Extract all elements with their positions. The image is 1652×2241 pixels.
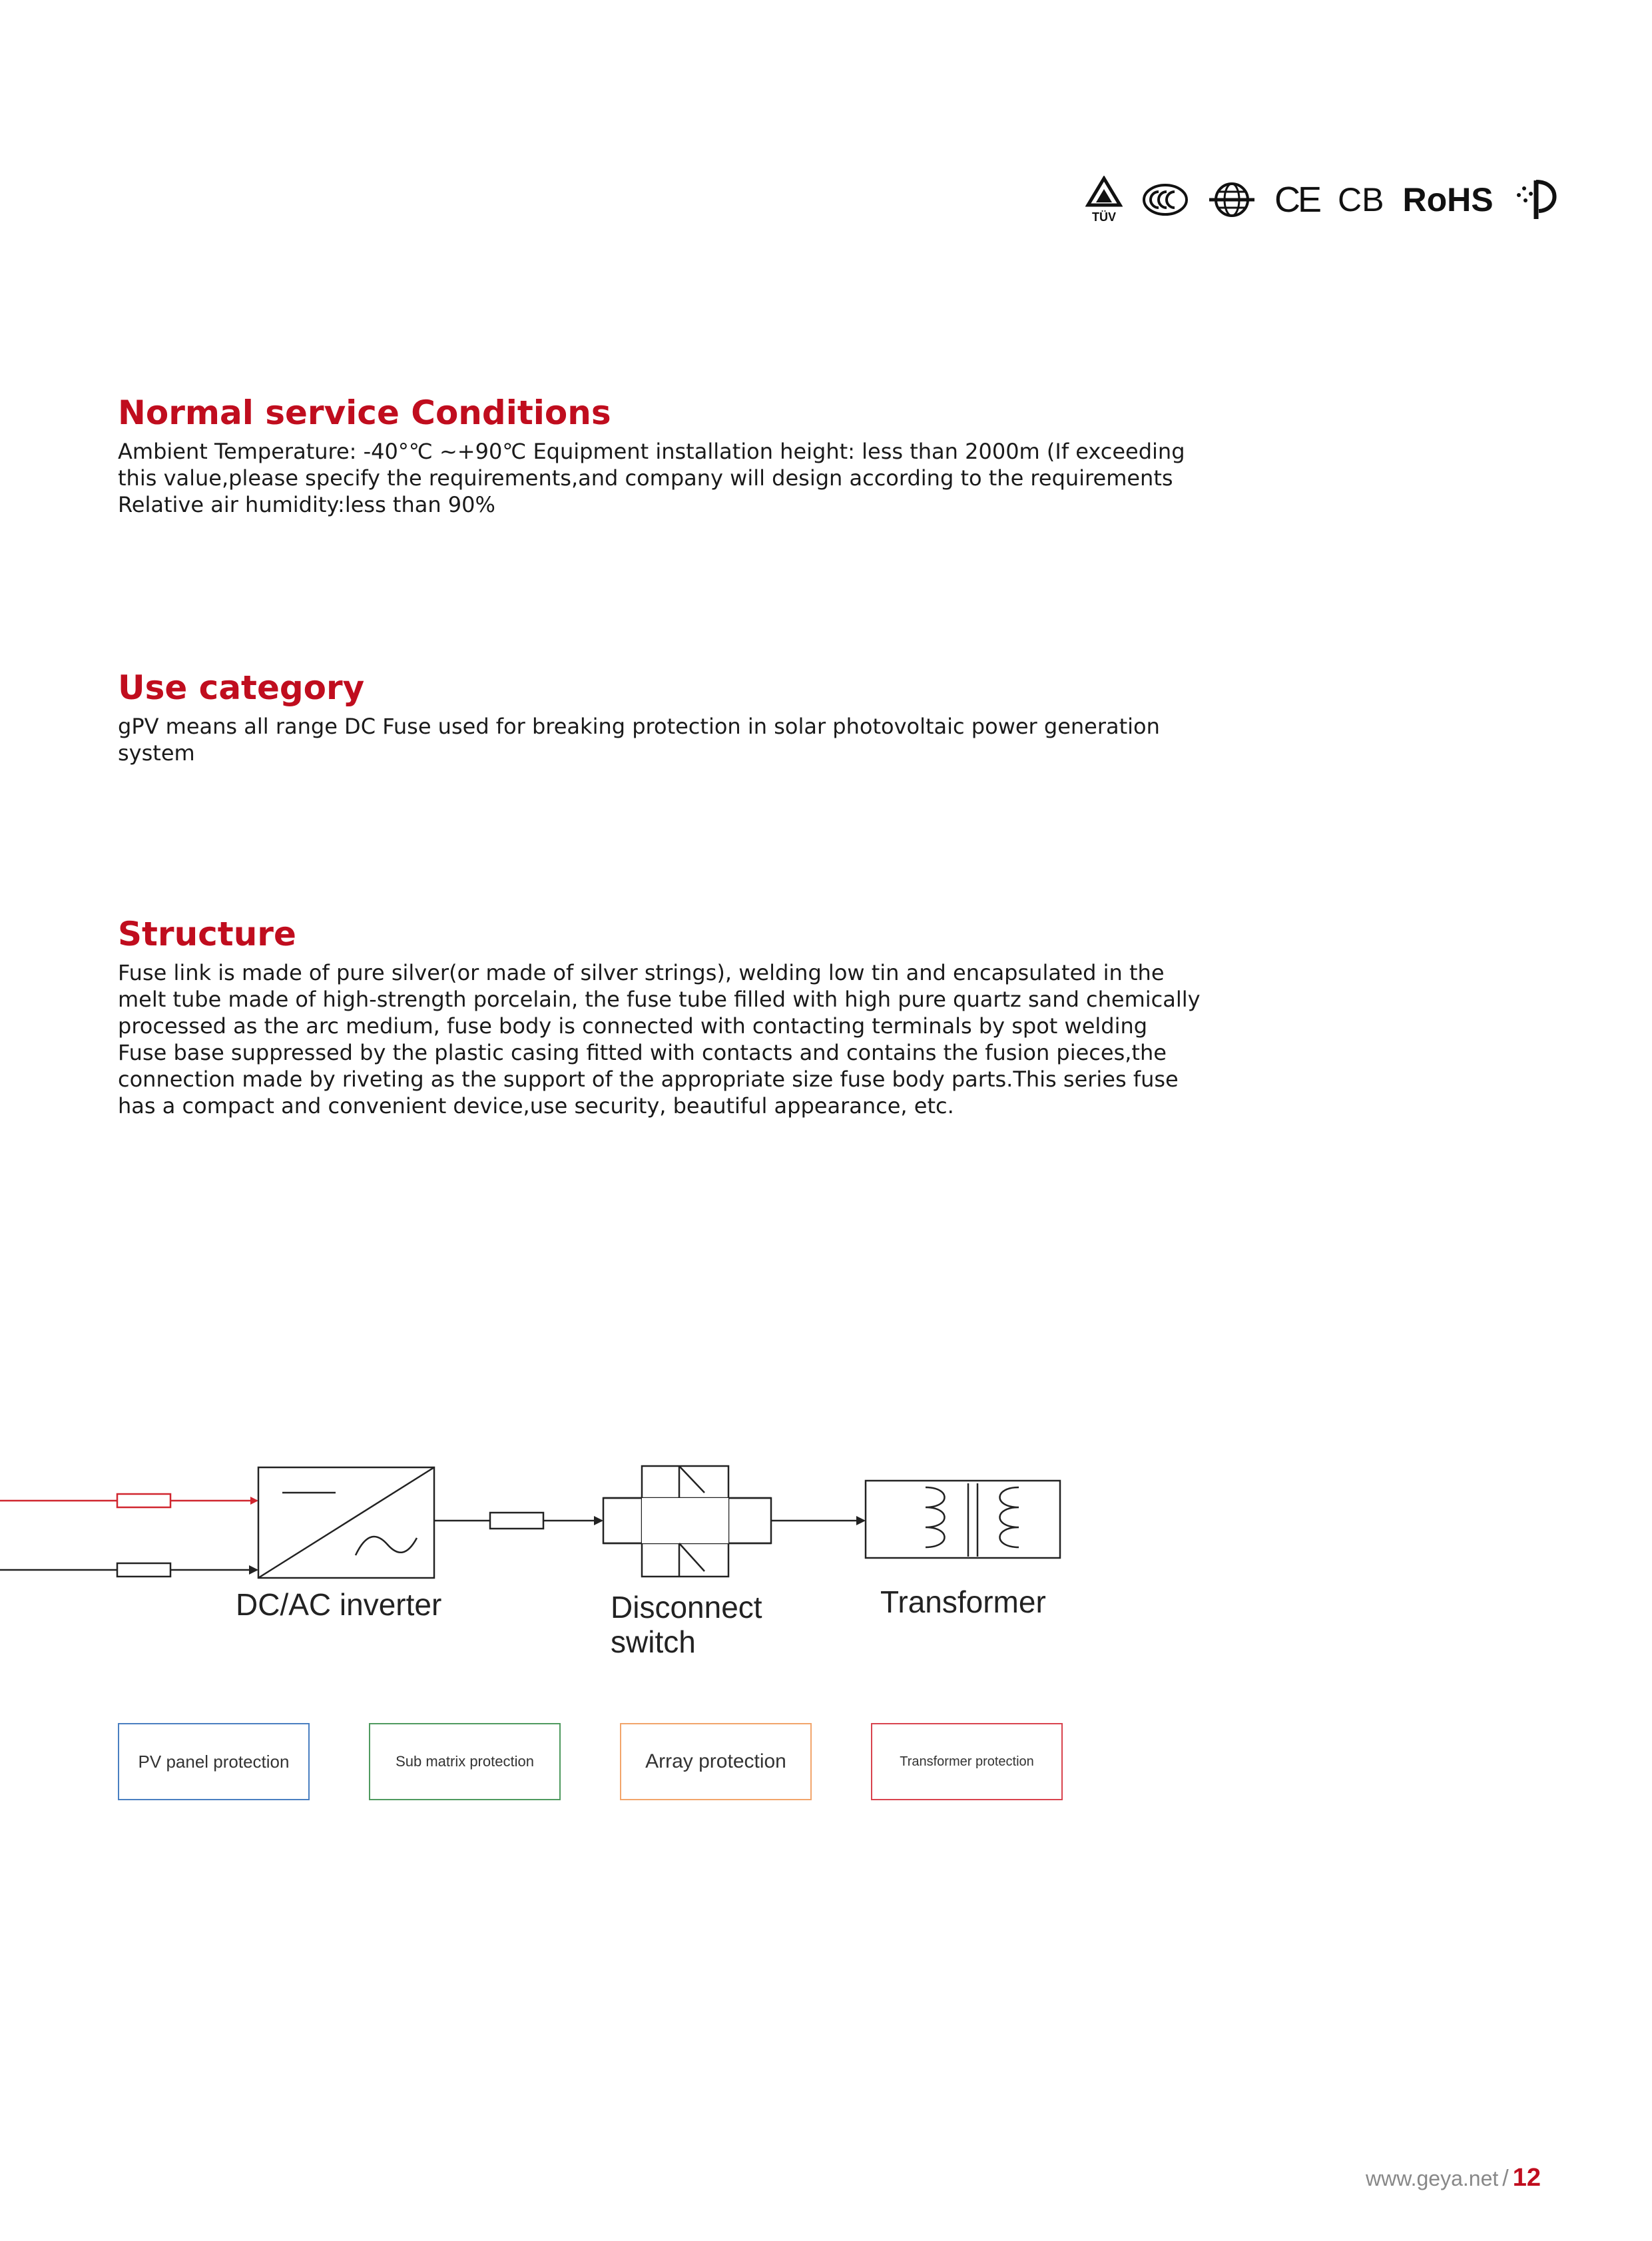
page-footer	[1366, 2164, 1541, 2192]
pv-fuse-negative	[117, 1563, 170, 1577]
structure-section	[118, 914, 1201, 1119]
structure-line: connection made by riveting as the support of the appropriate size fuse body parts.This series fuse	[118, 1067, 1179, 1092]
transformer-protection-box	[871, 1723, 1063, 1800]
transformer-protection-label: Transformer protection	[900, 1754, 1034, 1769]
positive-input-line	[0, 1494, 257, 1507]
page-number: 12	[1512, 2164, 1541, 2192]
ccc-mark-icon	[1141, 182, 1189, 217]
use-category-section	[118, 668, 1201, 766]
string-fuse	[490, 1513, 543, 1529]
tuv-text: TÜV	[1092, 210, 1116, 224]
structure-heading: Structure	[118, 915, 296, 953]
use-category-line: system	[118, 740, 195, 766]
ce-mark: CE	[1274, 180, 1320, 220]
certification-marks	[1085, 170, 1551, 230]
normal-service-line: Relative air humidity:less than 90%	[118, 492, 495, 517]
structure-line: Fuse base suppressed by the plastic casing fitted with contacts and contains the fusion pieces,the	[118, 1040, 1167, 1065]
structure-line: melt tube made of high-strength porcelain, the fuse tube filled with high pure quartz sand chemically	[118, 987, 1201, 1012]
pv-panel-protection-box	[118, 1723, 310, 1800]
structure-line: has a compact and convenient device,use security, beautiful appearance, etc.	[118, 1093, 954, 1119]
footer-url[interactable]: www.geya.net	[1366, 2166, 1499, 2190]
circuit-diagram	[0, 1451, 1132, 1684]
normal-service-line: Ambient Temperature: -40°℃ ~+90℃ Equipment installation height: less than 2000m (If exceeding	[118, 439, 1185, 464]
use-category-heading: Use category	[118, 668, 365, 707]
disconnect-switch-symbol	[603, 1466, 771, 1577]
rohs-mark: RoHS	[1402, 181, 1494, 218]
p-mark-icon	[1512, 176, 1563, 223]
footer-separator: /	[1502, 2166, 1509, 2191]
inverter-symbol	[258, 1467, 434, 1578]
globe-mark-icon	[1208, 180, 1256, 220]
transformer-symbol	[866, 1481, 1060, 1558]
sub-matrix-protection-label: Sub matrix protection	[396, 1753, 534, 1770]
use-category-text	[118, 713, 1201, 766]
structure-line: Fuse link is made of pure silver(or made of silver strings), welding low tin and encapsulated in the	[118, 960, 1165, 985]
disconnect-label-line2: switch	[611, 1624, 696, 1659]
tuv-mark-icon	[1085, 176, 1123, 224]
normal-service-heading: Normal service Conditions	[118, 393, 611, 432]
pv-fuse-positive	[117, 1494, 170, 1507]
array-protection-label: Array protection	[645, 1750, 786, 1772]
cb-mark: CB	[1338, 181, 1384, 218]
structure-line: processed as the arc medium, fuse body is connected with contacting terminals by spot welding	[118, 1013, 1148, 1039]
use-category-line: gPV means all range DC Fuse used for breaking protection in solar photovoltaic power generation	[118, 714, 1160, 739]
normal-service-line: this value,please specify the requirements,and company will design according to the requirements	[118, 465, 1173, 491]
pv-panel-protection-label: PV panel protection	[138, 1751, 290, 1772]
array-protection-box	[620, 1723, 812, 1800]
inverter-label: DC/AC inverter	[236, 1587, 442, 1622]
structure-text	[118, 959, 1201, 1119]
normal-service-section	[118, 393, 1201, 518]
disconnect-label-line1: Disconnect	[611, 1590, 762, 1624]
ac-symbol	[356, 1537, 417, 1555]
normal-service-text	[118, 438, 1201, 518]
negative-input-line	[0, 1563, 257, 1577]
sub-matrix-protection-box	[369, 1723, 561, 1800]
transformer-label: Transformer	[880, 1585, 1046, 1619]
